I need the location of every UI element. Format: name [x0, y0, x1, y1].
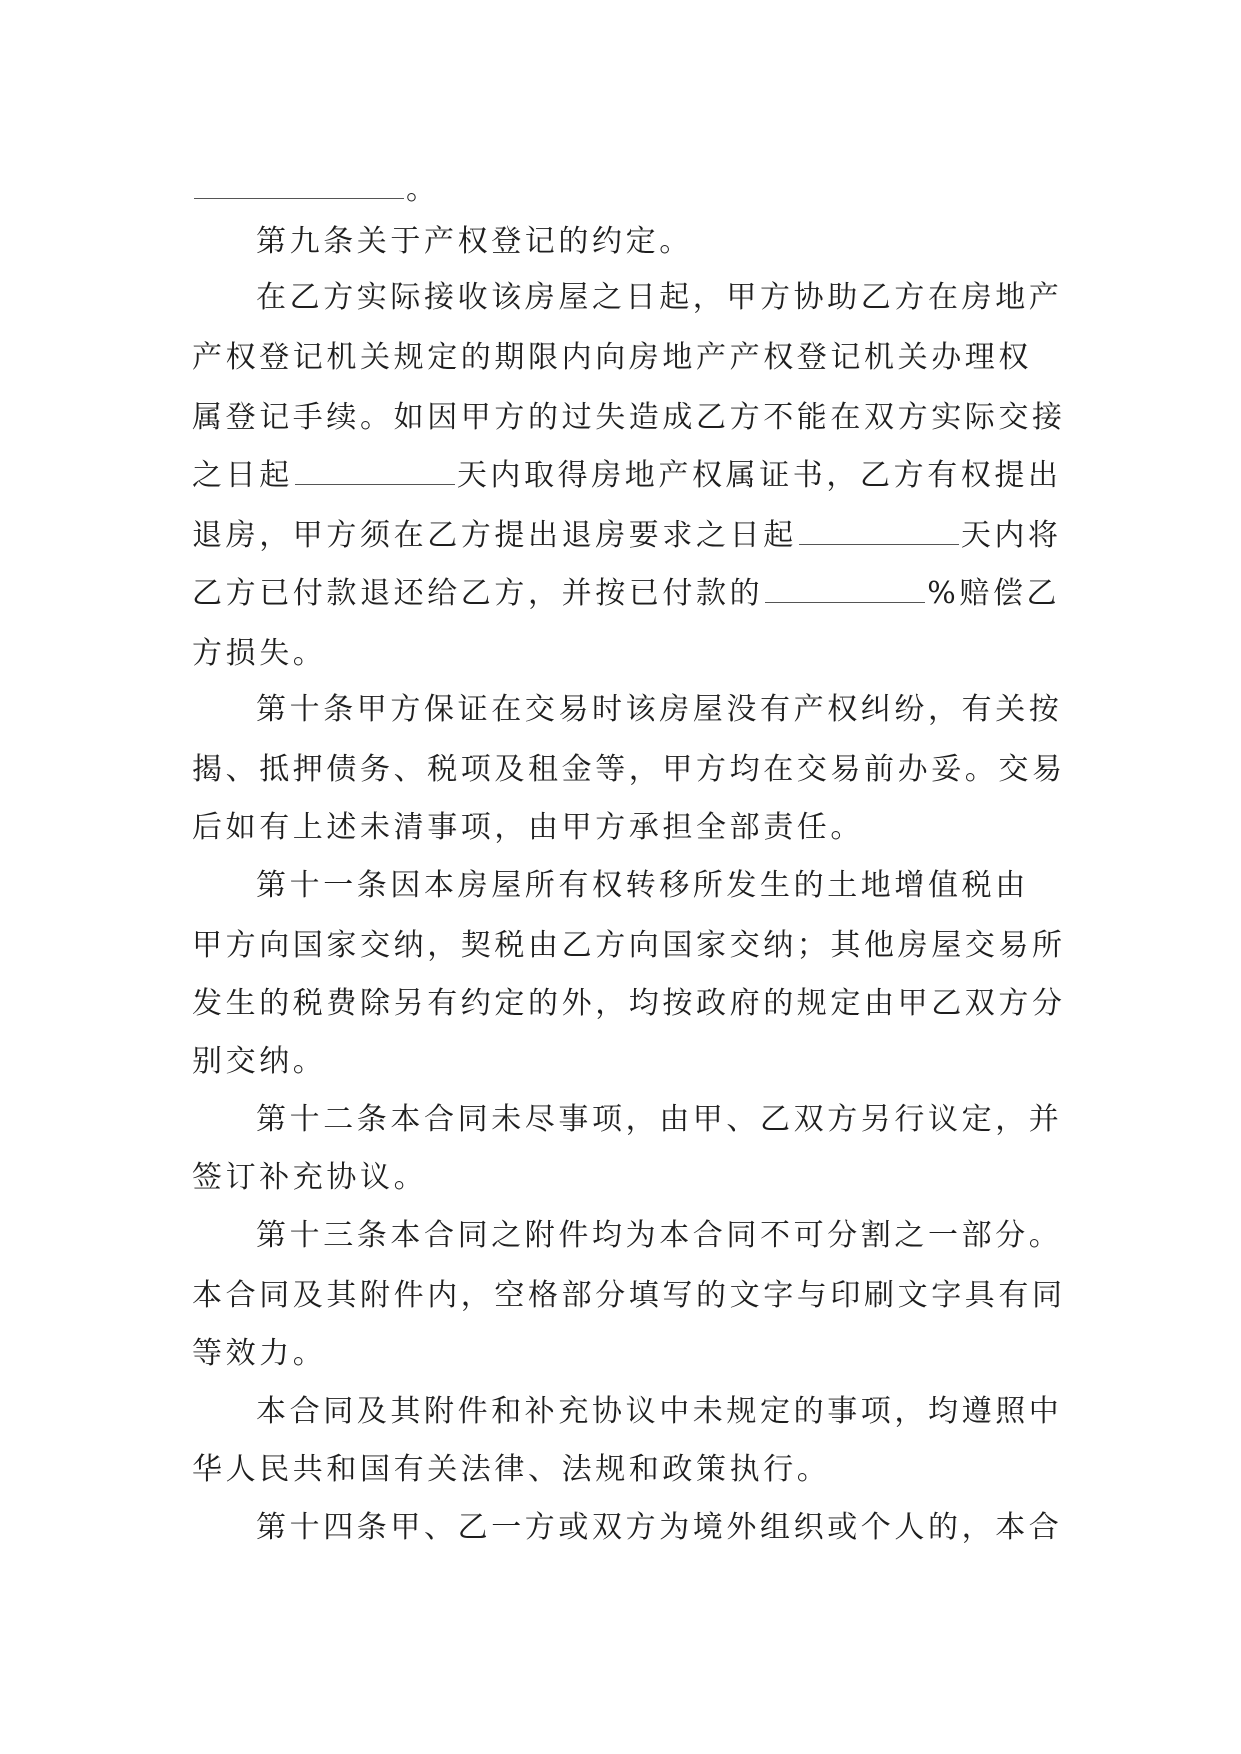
text-line: 揭、抵押债务、税项及租金等，甲方均在交易前办妥。交易: [192, 752, 1066, 787]
fill-in-blank: [295, 456, 455, 485]
fill-in-blank: [194, 170, 404, 199]
text-line: 。: [192, 170, 1052, 210]
text-line: 在乙方实际接收该房屋之日起，甲方协助乙方在房地产: [256, 280, 1063, 315]
text-line: 退房，甲方须在乙方提出退房要求之日起 天内将: [192, 518, 1062, 553]
text-line: 本合同及其附件内，空格部分填写的文字与印刷文字具有同: [192, 1278, 1066, 1313]
fill-in-blank: [765, 574, 925, 603]
text-line: 发生的税费除另有约定的外，均按政府的规定由甲乙双方分: [192, 986, 1066, 1021]
text-line: 华人民共和国有关法律、法规和政策执行。: [192, 1452, 831, 1487]
text-line: 本合同及其附件和补充协议中未规定的事项，均遵照中: [256, 1394, 1063, 1429]
text-line: 乙方已付款退还给乙方，并按已付款的 %赔偿乙: [192, 576, 1061, 611]
article-13-line: 第十三条本合同之附件均为本合同不可分割之一部分。: [256, 1218, 1063, 1253]
article-10-line: 第十条甲方保证在交易时该房屋没有产权纠纷，有关按: [256, 692, 1063, 727]
text-line: 别交纳。: [192, 1044, 327, 1079]
fill-in-blank: [799, 516, 959, 545]
text-line: 后如有上述未清事项，由甲方承担全部责任。: [192, 810, 864, 845]
text-line: 甲方向国家交纳，契税由乙方向国家交纳；其他房屋交易所: [192, 928, 1066, 963]
text-line: 签订补充协议。: [192, 1160, 428, 1195]
article-12-line: 第十二条本合同未尽事项，由甲、乙双方另行议定，并: [256, 1102, 1063, 1137]
article-11-line: 第十一条因本房屋所有权转移所发生的土地增值税由: [256, 868, 1029, 903]
text-line: 等效力。: [192, 1336, 327, 1371]
text-line: 属登记手续。如因甲方的过失造成乙方不能在双方实际交接: [192, 400, 1066, 435]
article-14-line: 第十四条甲、乙一方或双方为境外组织或个人的，本合: [256, 1510, 1063, 1545]
text-line: 方损失。: [192, 636, 327, 671]
article-9-heading: 第九条关于产权登记的约定。: [256, 224, 693, 259]
text-line: 产权登记机关规定的期限内向房地产产权登记机关办理权: [192, 340, 1032, 375]
text-line: 之日起 天内取得房地产权属证书，乙方有权提出: [192, 458, 1062, 493]
